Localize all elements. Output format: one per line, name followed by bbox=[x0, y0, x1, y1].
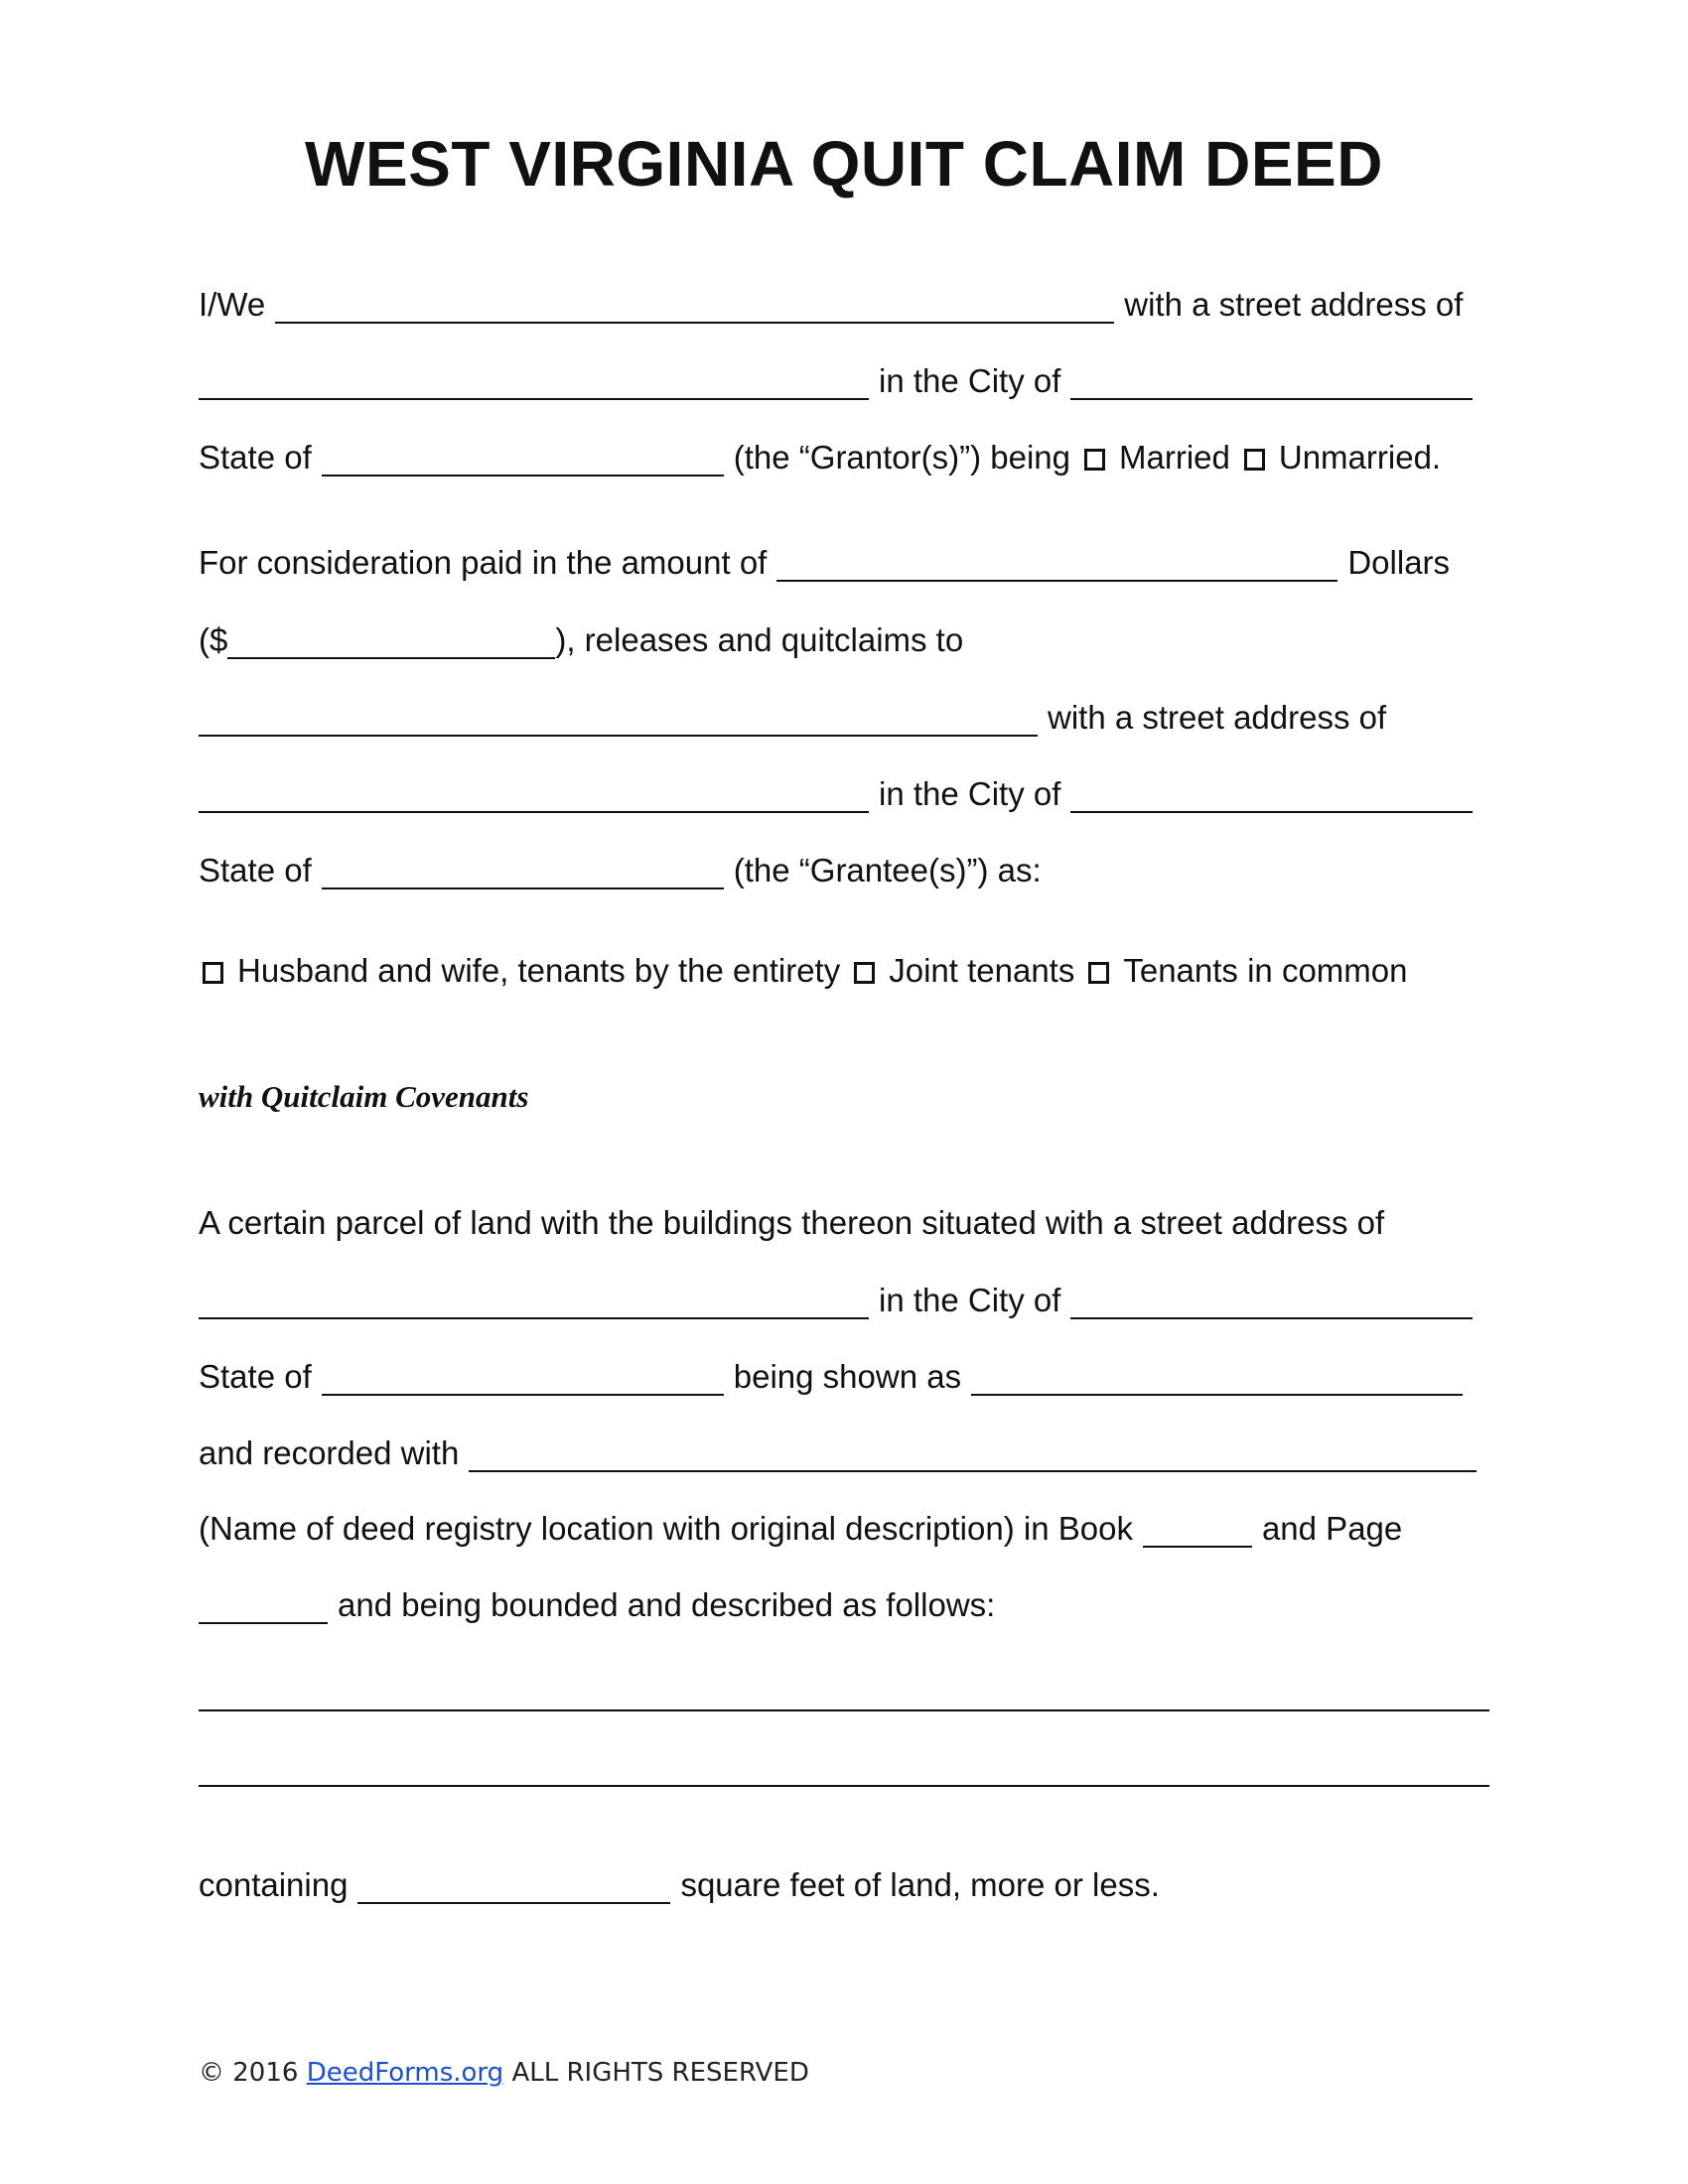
parcel-intro-text: A certain parcel of land with the buildings thereon situated with a street address of bbox=[199, 1204, 1385, 1241]
grantee-name-field[interactable] bbox=[199, 701, 1038, 737]
amount-words-field[interactable] bbox=[776, 546, 1337, 582]
parcel-city-label: in the City of bbox=[879, 1282, 1061, 1318]
recorded-with-label: and recorded with bbox=[199, 1434, 460, 1471]
parcel-state-field[interactable] bbox=[322, 1360, 724, 1396]
book-page-line bbox=[199, 1502, 1489, 1548]
grantee-state-label: State of bbox=[199, 852, 312, 888]
joint-tenants-checkbox[interactable] bbox=[854, 962, 875, 984]
iwe-label: I/We bbox=[199, 286, 266, 323]
grantor-name-line bbox=[199, 278, 1489, 324]
parcel-city-field[interactable] bbox=[1070, 1284, 1473, 1319]
description-field-1[interactable] bbox=[199, 1709, 1489, 1711]
grantee-name-line bbox=[199, 691, 1489, 737]
grantor-city-label: in the City of bbox=[879, 362, 1061, 399]
parcel-street-field[interactable] bbox=[199, 1284, 869, 1319]
and-page-label: and Page bbox=[1261, 1510, 1403, 1547]
registry-field[interactable] bbox=[469, 1436, 1477, 1472]
tenancy-entirety-label: Husband and wife, tenants by the entirety bbox=[237, 952, 841, 989]
grantor-state-line bbox=[199, 431, 1489, 477]
parcel-address-line bbox=[199, 1274, 1489, 1319]
married-checkbox[interactable] bbox=[1084, 449, 1105, 471]
parcel-state-line bbox=[199, 1350, 1489, 1396]
tenants-in-common-label: Tenants in common bbox=[1123, 952, 1408, 989]
grantee-city-field[interactable] bbox=[1070, 777, 1473, 813]
grantor-address-line bbox=[199, 354, 1489, 400]
registry-label: (Name of deed registry location with original description) in Book bbox=[199, 1510, 1133, 1547]
tenancy-entirety-checkbox[interactable] bbox=[203, 962, 223, 984]
dollar-open-label: ($ bbox=[199, 621, 228, 658]
document-title: WEST VIRGINIA QUIT CLAIM DEED bbox=[305, 128, 1383, 200]
grantee-address-line bbox=[199, 767, 1489, 813]
amount-numeric-field[interactable] bbox=[227, 623, 555, 659]
containing-line bbox=[199, 1858, 1489, 1904]
shown-as-field[interactable] bbox=[971, 1360, 1463, 1396]
copyright-text: © 2016 bbox=[199, 2058, 299, 2088]
grantor-name-field[interactable] bbox=[275, 288, 1114, 324]
married-label: Married bbox=[1119, 439, 1230, 476]
footer bbox=[199, 2058, 809, 2088]
rights-text: ALL RIGHTS RESERVED bbox=[511, 2058, 809, 2088]
containing-label: containing bbox=[199, 1866, 349, 1903]
covenants-heading: with Quitclaim Covenants bbox=[199, 1079, 529, 1114]
grantor-role-label: (the “Grantor(s)”) being bbox=[733, 439, 1071, 476]
bounded-line bbox=[199, 1578, 1489, 1624]
grantor-city-field[interactable] bbox=[1070, 364, 1473, 400]
joint-tenants-label: Joint tenants bbox=[889, 952, 1075, 989]
square-feet-field[interactable] bbox=[357, 1868, 670, 1904]
grantee-state-line bbox=[199, 844, 1489, 889]
unmarried-label: Unmarried. bbox=[1278, 439, 1442, 476]
tenants-in-common-checkbox[interactable] bbox=[1088, 962, 1109, 984]
grantee-street-field[interactable] bbox=[199, 777, 869, 813]
parcel-state-label: State of bbox=[199, 1358, 312, 1395]
amount-label: For consideration paid in the amount of bbox=[199, 544, 768, 581]
grantor-state-label: State of bbox=[199, 439, 312, 476]
grantee-state-field[interactable] bbox=[322, 854, 724, 889]
recorded-with-line bbox=[199, 1427, 1489, 1472]
releases-label: ), releases and quitclaims to bbox=[555, 621, 964, 658]
page-field[interactable] bbox=[199, 1588, 328, 1624]
grantee-role-label: (the “Grantee(s)”) as: bbox=[733, 852, 1042, 888]
amount-numeric-line bbox=[199, 614, 1489, 659]
unmarried-checkbox[interactable] bbox=[1244, 449, 1265, 471]
description-field-2[interactable] bbox=[199, 1785, 1489, 1787]
book-field[interactable] bbox=[1143, 1512, 1252, 1548]
grantor-state-field[interactable] bbox=[322, 441, 724, 477]
grantor-street-label: with a street address of bbox=[1124, 286, 1464, 323]
dollars-label: Dollars bbox=[1347, 544, 1451, 581]
consideration-line bbox=[199, 536, 1489, 582]
grantee-city-label: in the City of bbox=[879, 775, 1061, 812]
bounded-label: and being bounded and described as follows: bbox=[338, 1586, 996, 1623]
square-feet-label: square feet of land, more or less. bbox=[680, 1866, 1160, 1903]
shown-as-label: being shown as bbox=[733, 1358, 962, 1395]
tenancy-options-line bbox=[199, 944, 1489, 990]
grantee-street-label: with a street address of bbox=[1048, 699, 1387, 736]
grantor-street-field[interactable] bbox=[199, 364, 869, 400]
parcel-intro-line bbox=[199, 1196, 1489, 1242]
deedforms-link[interactable]: DeedForms.org bbox=[306, 2058, 504, 2088]
